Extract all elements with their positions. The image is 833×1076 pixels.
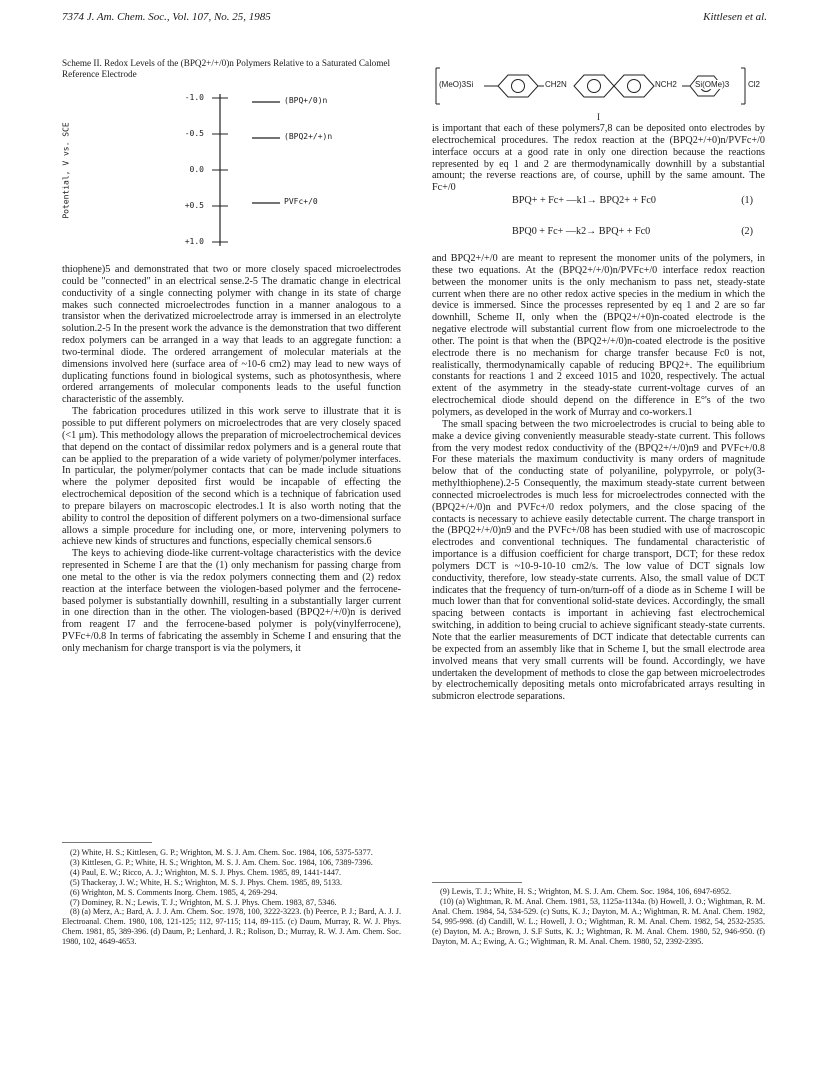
running-header: 7374 J. Am. Chem. Soc., Vol. 107, No. 25, 1985 [62, 11, 271, 23]
footnote: (2) White, H. S.; Kittlesen, G. P.; Wrighton, M. S. J. Am. Chem. Soc. 1984, 106, 5375-5377. [70, 848, 373, 857]
scheme-diagram [62, 86, 392, 258]
level-label: (BPQ2+/+)n [284, 132, 333, 141]
footnote-rule [62, 842, 152, 843]
footnote-rule [432, 882, 522, 883]
footnotes-right [432, 887, 765, 946]
paragraph: The keys to achieving diode-like current-voltage characteristics with the device represented in Scheme I are that the (1) only mechanism for passing charge from one metal to the other is via the redox polymers connecting them and (2) redox reaction at the interface between the viologen-based polymer and the ferrocene-based polymer is substantially downhill, resulting in a substantially larger current in one direction than in the other. The viologen-based (BPQ2+/+/0)n is derived from reagent I7 and the ferrocene-based polymer is poly(vinylferrocene), PVFc+/0.8 In terms of fabricating the assembly in Scheme I and ensuring that the only mechanism for charge transport is via the polymers, it [62, 548, 401, 654]
level-label: PVFc+/0 [284, 197, 318, 206]
trimethoxysilyl-group: Si(OMe)3 [695, 80, 730, 89]
paragraph: and BPQ2+/+/0 are meant to represent the monomer units of the polymers, in these two equations. At the (BPQ2+/+/0)n/PVFc+/0 interface redox reaction between the monomer units is the only mechanism to pass net, steady-state current when there are no other redox active species in the medium in which the device is immersed. Since the processes represented by eq 1 and 2 are so far downhill, Scheme II, only when the (BPQ2+/+0)n-coated electrode is the negative electrode will substantial current flow from one microelectrode to the other. The point is that when the (BPQ2+/+/0)n-coated electrode is the positive electrode there is no mechanism for charge transfer because Fc0 is not, realistically, thermodynamically capable of reducing BPQ2+. The equilibrium constants for reactions 1 and 2 exceed 1015 and 1020, respectively. The actual extent of the asymmetry in the steady-state current-voltage curves of an electrochemical diode should depend on the difference in E°'s of the two polymers, as developed in the work of Murray and co-workers.1 [432, 253, 765, 418]
footnote: (4) Paul, E. W.; Ricco, A. J.; Wrighton, M. S. J. Phys. Chem. 1985, 89, 1441-1447. [70, 867, 342, 877]
aromatic-circle [512, 80, 525, 93]
equation-expression: BPQ+ + Fc+ —k1→ BPQ2+ + Fc0 [512, 195, 656, 206]
equation-expression: BPQ0 + Fc+ —k2→ BPQ+ + Fc0 [512, 226, 651, 237]
pyridinium-ring [574, 75, 614, 97]
tick-label: +0.5 [184, 201, 204, 210]
pyridinium-ring [614, 75, 654, 97]
bracket-right [741, 68, 745, 104]
footnote: (8) (a) Merz, A.; Bard, A. J. J. Am. Chem. Soc. 1978, 100, 3222-3223. (b) Peerce, P. J.; Bard, A. J. J. Electroanal. Chem. 1980, 108, 121-125; 112, 97-115; 114, 89-115. (c) Daum, Murray, R. W. J. Phys. Chem. 1981, 85, 389-396. (d) Daum, P.; Lenhard, J. R.; Rolison, D.; Murray, R. W. J. Am. Chem. Soc. 1980, 102, 4649-4653. [62, 907, 401, 947]
footnotes-left [62, 848, 401, 947]
paragraph: The small spacing between the two microelectrodes is crucial to being able to make a device giving conveniently measurable steady-state current. This follows from the very modest redox conductivity of the (BPQ2+/+/0)n9 and PVFc+/0.8 For these materials the maximum conductivity is many orders of magnitude below that of the conducting state of polyaniline, polypyrrole, or poly(3-methylthiophene).2-5 Consequently, the maximum steady-state current between connected microelectrodes is much less for microelectrodes connected with the (BPQ2+/+/0)n and PVFc+/0 redox polymers, and the close spacing of the contacts is necessary to achieve easily detectable current. The charge transport in the (BPQ2+/+/0)n9 and the PVFc+/08 has been studied with use of macroscopic electrodes and conventional techniques. The fundamental characteristic of importance is a diffusion coefficient for charge transport, DCT; for these redox polymers DCT is ~10-9-10-10 cm2/s. The low value of DCT signals low conductivity, therefore, low steady-state currents. Also, the small value of DCT indicates that the frequency of turn-on/turn-off of a diode as in Scheme I will be much lower than that for conventional solid-state devices. Accordingly, the small spacing between contacts is important in achieving fast electrochemical switching, in addition to being crucial to achieve significant steady-state currents. Note that the earlier measurements of DCT indicate that detectable currents can be expected from an assembly like that in Scheme I, but the small electrode area involved means that very small currents will be found. Accordingly, we have undertaken the development of methods to close the gap between microelectrodes by electrochemically depositing metals onto microfabricated arrays resulting in submicron electrode separations. [432, 418, 765, 703]
tick-label: -0.5 [184, 129, 204, 138]
compound-number: I [597, 112, 600, 122]
methylene-n-plus: CH2N [545, 80, 567, 89]
left-column [62, 264, 401, 655]
footnote: (3) Kittlesen, G. P.; White, H. S.; Wrighton, M. S. J. Am. Chem. Soc. 1984, 106, 7389-7396. [70, 857, 373, 867]
scheme-caption: Scheme II. Redox Levels of the (BPQ2+/+/0)n Polymers Relative to a Saturated Calomel Reference Electrode [62, 58, 391, 79]
equation-number: (2) [741, 226, 753, 237]
running-header-authors: Kittlesen et al. [703, 11, 767, 23]
paragraph: is important that each of these polymers7,8 can be deposited onto electrodes by electrochemical procedures. The redox reaction at the (BPQ2+/+0)n/PVFc+/0 interface occurs at a good rate in only one direction because the reactions represented by eq 1 and 2 are thermodynamically downhill by a substantial amount; the reverse reactions are, of course, uphill by the same amount. The Fc+/0 [432, 123, 765, 194]
paragraph: The fabrication procedures utilized in this work serve to illustrate that it is possible to put different polymers on microelectrodes that are very closely spaced (<1 μm). This methodology allows the preparation of microelectrochemical devices that depend on the contact of dissimilar redox polymers and is a general route that can be applied to the preparation of a wide variety of polymer/polymer interfaces. In particular, the polymer/polymer contacts that can be made include situations where the polymer deposited first would be incapable of effecting the electrochemical deposition of the second which is a technique of fabrication used to prepare bilayers on macroscopic electrodes.1 It is also worth noting that the ability to control the deposition of different polymers on a two-dimensional surface allows a simple procedure for including one, or more, intervening polymers to achieve new kinds of structures and functions, especially chemical sensors.6 [62, 406, 401, 548]
right-column-top [432, 123, 765, 194]
scheme-svg [62, 86, 392, 258]
aromatic-circle [628, 80, 641, 93]
footnote: (6) Wrighton, M. S. Comments Inorg. Chem. 1985, 4, 269-294. [70, 887, 278, 897]
tick-label: -1.0 [184, 93, 204, 102]
right-column [432, 253, 765, 703]
paragraph: thiophene)5 and demonstrated that two or more closely spaced microelectrodes could be "connected" in an electrical sense.2-5 The dramatic change in electrical conductivity of a single connecting polymer with change in its state of charge makes such connected microelectrodes function in a manner analogous to a transistor when the derivatized microelectrode array is immersed in an electrolyte solution.2-5 In the present work the advance is the demonstration that two different redox polymers can be arranged in a way that leads to an aggregate function: a two-terminal diode. The ordered arrangement of molecular materials at the dimensions involved here (surface area of ~10-6 cm2) may lead to new ways of duplicating functions found in biological systems, such as photosynthesis, where ordered arrangements of molecular components leads to the useful function characteristic of the assembly. [62, 264, 401, 406]
footnote: (10) (a) Wightman, R. M. Anal. Chem. 1981, 53, 1125a-1134a. (b) Howell, J. O.; Wightman, R. M. Anal. Chem. 1984, 54, 534-529. (c) Sutts, K. J.; Dayton, M. A.; Wightman, R. M. Anal. Chem. 1982, 54, 995-998. (d) Candill, W. L.; Howell, J. O.; Wightman, R. M. Anal. Chem. 1982, 54, 2532-2535. (e) Dayton, M. A.; Brown, J. S.F Sutts, K. J.; Wightman, R. M. Anal. Chem. 1980, 52, 946-950. (f) Dayton, M. A.; Ewing, A. G.; Wightman, R. M. Anal. Chem. 1980, 52, 2392-2395. [432, 896, 765, 946]
equation-number: (1) [741, 195, 753, 206]
level-label: (BPQ+/0)n [284, 96, 328, 105]
footnote: (5) Thackeray, J. W.; White, H. S.; Wrighton, M. S. J. Phys. Chem. 1985, 89, 5133. [70, 877, 343, 887]
footnote: (9) Lewis, T. J.; White, H. S.; Wrighton, M. S. J. Am. Chem. Soc. 1984, 106, 6947-6952. [440, 887, 732, 896]
y-axis-label: Potential, V vs. SCE [61, 122, 71, 219]
chemical-structure [432, 62, 765, 110]
footnote: (7) Dominey, R. N.; Lewis, T. J.; Wrighton, M. S. J. Phys. Chem. 1983, 87, 5346. [70, 897, 337, 907]
tick-label: 0.0 [189, 165, 204, 174]
counterion: Cl2 [748, 80, 761, 89]
n-plus-methylene: NCH2 [655, 80, 677, 89]
trimethoxysilyl-group: (MeO)3Si [439, 80, 474, 89]
benzene-ring [498, 75, 538, 97]
tick-label: +1.0 [184, 237, 204, 246]
aromatic-circle [588, 80, 601, 93]
